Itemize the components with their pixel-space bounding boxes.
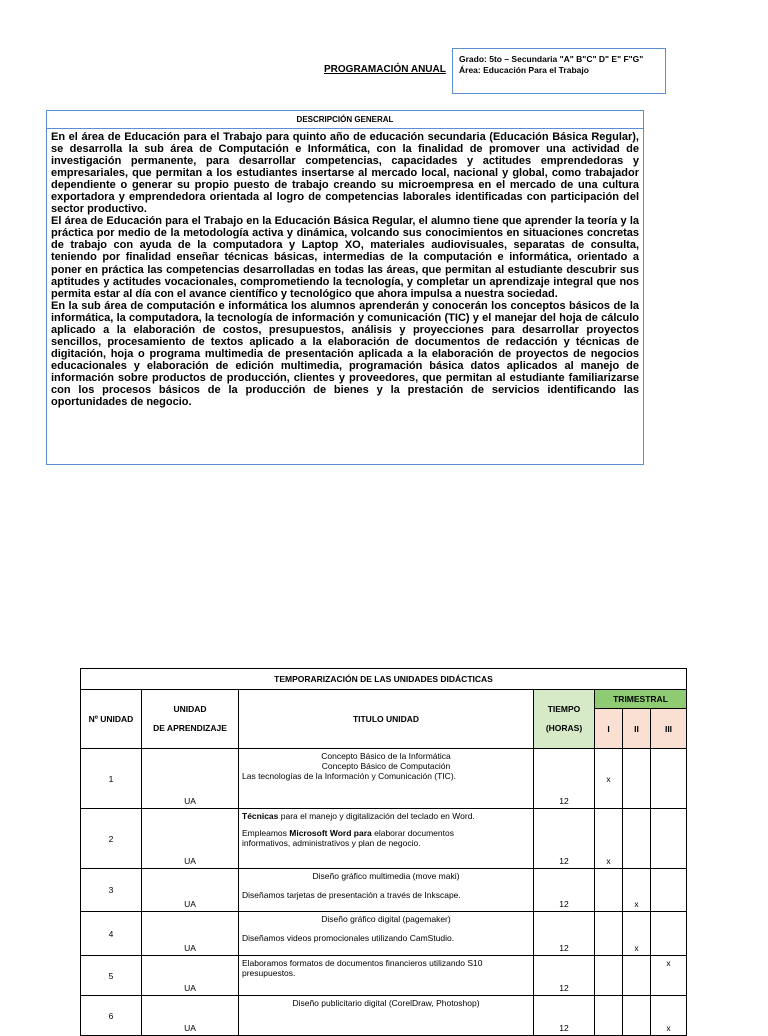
unit-title (239, 749, 534, 809)
unit-number: 3 (81, 869, 142, 912)
header-time-line1: TIEMPO (547, 704, 581, 714)
trimester-ii-mark (623, 956, 651, 996)
unit-hours: 12 (534, 869, 595, 912)
header-unit-type-line2: DE APRENDIZAJE (153, 723, 227, 733)
unit-title-line: Diseñamos tarjetas de presentación a través de Inkscape. (242, 890, 461, 900)
header-trimester-ii: II (623, 709, 651, 749)
unit-title-text: elaborar documentos (371, 828, 454, 838)
unit-title-line (242, 828, 530, 838)
unit-title-text: para el manejo y digitalización del teclado en Word. (278, 811, 475, 821)
table-row (81, 912, 687, 956)
unit-title (239, 869, 534, 912)
unit-title-text: Empleamos (242, 828, 290, 838)
trimester-i-mark: x (595, 809, 623, 869)
unit-title-line: presupuestos. (242, 968, 296, 978)
header-time (534, 690, 595, 749)
table-row (81, 809, 687, 869)
trimester-iii-mark (651, 749, 687, 809)
description-box (46, 110, 644, 465)
unit-number: 5 (81, 956, 142, 996)
unit-hours: 12 (534, 912, 595, 956)
table-row (81, 869, 687, 912)
unit-number: 4 (81, 912, 142, 956)
unit-hours: 12 (534, 956, 595, 996)
table-row (81, 996, 687, 1036)
description-paragraph: El área de Educación para el Trabajo en la Educación Básica Regular, el alumno tiene que aprender la teoría y la práctica por medio de la metodología activa y dinámica, volcando sus conocimientos en situaciones concretas de trabajo con ayuda de la computadora y Laptop XO, materiales audiovisuales, separatas de consulta, teniendo por finalidad enseñar técnicas básicas, intermedias de la computación e informática, orientado a poner en práctica las competencias desarrolladas en todas las áreas, que permitan al estudiante descubrir sus aptitudes y actitudes vocacionales, comprometiendo la tecnología, y completar un aprendizaje integral que nos permita estar al día con el avance científico y tecnológico que ahora impulsa a nuestra sociedad. (51, 215, 639, 300)
unit-type: UA (142, 956, 239, 996)
unit-title-line: Diseño publicitario digital (CorelDraw, Photoshop) (292, 998, 480, 1008)
trimester-ii-mark (623, 749, 651, 809)
unit-title-bold: Técnicas (242, 811, 279, 821)
description-paragraph: En la sub área de computación e informática los alumnos aprenderán y conocerán los conceptos básicos de la informática, la computadora, la tecnología de información y comunicación (TIC) y el manejar del hoja de cálculo aplicado a la elaboración de costos, presupuestos, análisis y proyecciones para desarrollar proyectos sencillos, procesamiento de textos aplicado a la elaboración de documentos de redacción y técnicas de digitación, hoja o programa multimedia de presentación aplicada a la elaboración de proyectos de negocios educacionales y elaboración de edición multimedia, programación básica datos aplicados al manejo de información sobre productos de producción, clientes y proveedores, que permitan al estudiante familiarizarse con los procesos básicos de la producción de bienes y la prestación de servicios identificando las oportunidades de negocio. (51, 299, 639, 409)
unit-title-line: Diseño gráfico digital (pagemaker) (321, 914, 451, 924)
table-row (81, 956, 687, 996)
header-unit-type-line1: UNIDAD (173, 704, 207, 714)
description-body (47, 129, 643, 408)
unit-type: UA (142, 869, 239, 912)
unit-title-line: Elaboramos formatos de documentos financieros utilizando S10 (242, 958, 483, 968)
header-trimestral: TRIMESTRAL (595, 690, 687, 709)
unit-hours: 12 (534, 809, 595, 869)
trimester-iii-mark: x (651, 956, 687, 996)
header-time-line2: (HORAS) (545, 723, 583, 733)
trimester-iii-mark: x (651, 996, 687, 1036)
units-table (80, 668, 687, 1036)
unit-number: 6 (81, 996, 142, 1036)
unit-hours: 12 (534, 749, 595, 809)
unit-title-line: Diseño gráfico multimedia (move maki) (312, 871, 460, 881)
unit-title (239, 912, 534, 956)
grade-text: Grado: 5to – Secundaria "A" B"C" D" E" F"G" (459, 54, 644, 64)
unit-title-bold: Microsoft Word para (289, 828, 372, 838)
unit-type: UA (142, 809, 239, 869)
trimester-i-mark (595, 869, 623, 912)
header-unit-number: Nº UNIDAD (81, 690, 142, 749)
trimester-iii-mark (651, 869, 687, 912)
unit-number: 2 (81, 809, 142, 869)
unit-type: UA (142, 912, 239, 956)
trimester-ii-mark: x (623, 869, 651, 912)
unit-title-line: Diseñamos videos promocionales utilizando CamStudio. (242, 933, 455, 943)
header-trimester-iii: III (651, 709, 687, 749)
unit-title (239, 809, 534, 869)
unit-title-line: Concepto Básico de Computación (321, 761, 451, 771)
unit-hours: 12 (534, 996, 595, 1036)
trimester-ii-mark (623, 809, 651, 869)
description-paragraph: En el área de Educación para el Trabajo para quinto año de educación secundaria (Educación Básica Regular), se desarrolla la sub área de Computación e Informática, con la finalidad de promover una actividad de investigación permanente, para desarrollar competencias, capacidades y actitudes emprendedoras y empresariales, que permitan a los estudiantes insertarse al mercado local, nacional y global, como trabajador dependiente o generar su propio puesto de trabajo creando su microempresa en el mercado de una cultura exportadora y emprendedora orientada al logro de competencias laborales identificadas con participación del sector productivo. (51, 131, 639, 216)
unit-title-line: informativos, administrativos y plan de negocio. (242, 838, 421, 848)
unit-title-line: Concepto Básico de la Informática (321, 751, 451, 761)
area-text: Área: Educación Para el Trabajo (459, 65, 589, 75)
unit-title (239, 956, 534, 996)
trimester-i-mark (595, 956, 623, 996)
header-unit-title: TITULO UNIDAD (239, 690, 534, 749)
description-heading: DESCRIPCIÓN GENERAL (47, 111, 643, 129)
program-title: PROGRAMACIÓN ANUAL (324, 64, 446, 75)
unit-type: UA (142, 996, 239, 1036)
trimester-iii-mark (651, 809, 687, 869)
unit-number: 1 (81, 749, 142, 809)
grade-area-box (452, 48, 666, 94)
trimester-iii-mark (651, 912, 687, 956)
unit-title-line: Las tecnologías de la Información y Comunicación (TIC). (242, 771, 457, 781)
table-title: TEMPORARIZACIÓN DE LAS UNIDADES DIDÁCTICAS (81, 669, 687, 690)
unit-title (239, 996, 534, 1036)
unit-title-line (242, 811, 530, 821)
trimester-ii-mark (623, 996, 651, 1036)
trimester-ii-mark: x (623, 912, 651, 956)
trimester-i-mark (595, 912, 623, 956)
unit-type: UA (142, 749, 239, 809)
trimester-i-mark (595, 996, 623, 1036)
trimester-i-mark: x (595, 749, 623, 809)
header-trimester-i: I (595, 709, 623, 749)
table-row (81, 749, 687, 809)
header-unit-type (142, 690, 239, 749)
